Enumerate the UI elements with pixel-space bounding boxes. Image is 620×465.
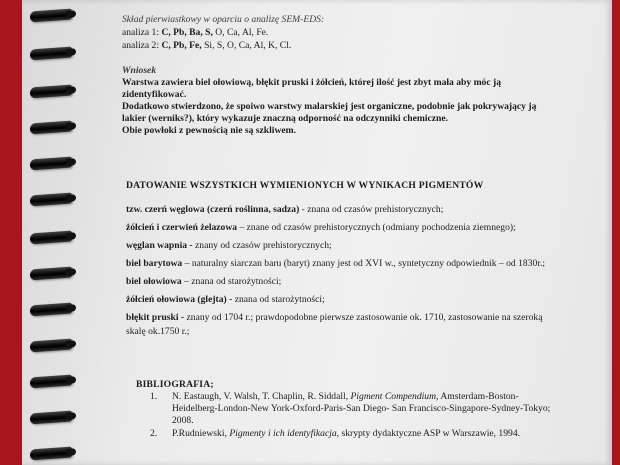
pigment-name: błękit pruski - (126, 312, 185, 323)
pigment-name: biel ołowiowa (126, 276, 182, 287)
binding-coil (30, 157, 72, 171)
bib-authors: P.Rudniewski, (172, 428, 230, 439)
datowanie-heading: DATOWANIE WSZYSTKICH WYMIENIONYCH W WYNIKACH PIGMENTÓW (126, 180, 484, 191)
binding-coil (30, 411, 72, 425)
sklad-title: Skład pierwiastkowy w oparciu o analizę SEM-EDS: (122, 14, 325, 25)
bib-item-1-line2: Heidelberg-London-New York-Oxford-Paris-San Diego- San Francisco-Singapore-Sydney-Tokyo; (172, 403, 551, 414)
pigment-dating: – naturalny siarczan baru (baryt) znany jest od XVI w., syntetyczny odpowiednik – od 1830r.; (182, 258, 546, 269)
binding-coil (30, 447, 72, 461)
pigment-item (126, 204, 443, 216)
wniosek-line: Dodatkowo stwierdzono, że spoiwo warstwy malarskiej jest organiczne, podobnie jak pokrywający ją (122, 101, 537, 112)
pigment-dating: znana od starożytności; (232, 294, 325, 305)
wniosek-line: zidentyfikować. (122, 89, 187, 100)
bib-item-number: 1. (150, 391, 158, 402)
analiza-1-label: analiza 1: (122, 27, 160, 38)
pigment-dating: - znana od czasów prehistorycznych; (299, 204, 444, 215)
document-page (22, 0, 612, 465)
analiza-1 (122, 27, 268, 39)
binding-coil (30, 193, 72, 207)
pigment-item (126, 258, 545, 270)
bib-item-1 (172, 391, 519, 403)
pigment-item (126, 276, 281, 288)
binding-coil (30, 121, 72, 135)
pigment-item (126, 240, 332, 252)
pigment-name: biel barytowa (126, 258, 183, 269)
bib-item-1-line3: 2008. (172, 415, 194, 426)
wniosek-title: Wniosek (122, 65, 157, 76)
wniosek-line: lakier (werniks?), który wykazuje znaczną odporność na odczynniki chemiczne. (122, 113, 448, 124)
analiza-2-label: analiza 2: (122, 40, 160, 51)
pigment-name: tzw. czerń węglowa (czerń roślinna, sadza) (126, 204, 300, 215)
binding-coil (30, 231, 72, 245)
analiza-1-elements: O, Ca, Al, Fe. (215, 27, 269, 38)
analiza-2 (122, 40, 291, 52)
pigment-dating: skalę ok.1750 r.; (126, 326, 190, 337)
binding-coil (30, 339, 72, 353)
analiza-1-elements-bold: C, Pb, Ba, S, (161, 27, 213, 38)
bib-publisher: , skrypty dydaktyczne ASP w Warszawie, 1994. (336, 428, 521, 439)
wniosek-line: Warstwa zawiera biel ołowiową, błękit pruski i żółcień, której ilość jest zbyt mała aby móc ją (122, 77, 501, 88)
pigment-name: węglan wapnia - (126, 240, 193, 251)
bib-title: Pigmenty i ich identyfikacja (229, 428, 337, 439)
bib-authors: N. Eastaugh, V. Walsh, T. Chaplin, R. Siddall, (172, 391, 351, 402)
pigment-dating: znany od czasów prehistorycznych; (192, 240, 332, 251)
pigment-name: żółcień i czerwień żelazowa (126, 222, 238, 233)
wniosek-line: Obie powłoki z pewnością nie są szkliwem. (122, 125, 297, 136)
pigment-item (126, 222, 516, 234)
bib-publisher: , Amsterdam-Boston- (436, 391, 519, 402)
binding-coil (30, 267, 72, 281)
spiral-binding (22, 0, 82, 465)
bib-item-number: 2. (150, 428, 158, 439)
pigment-item (126, 312, 542, 324)
analiza-2-elements: Si, S, O, Ca, Al, K, Cl. (204, 40, 292, 51)
binding-coil (30, 303, 72, 317)
bib-title: Pigment Compendium (350, 391, 437, 402)
pigment-item (126, 326, 189, 338)
pigment-name: żółcień ołowiowa (glejta) - (126, 294, 233, 305)
binding-coil (30, 85, 72, 99)
binding-coil (30, 375, 72, 389)
bib-item-2 (172, 428, 520, 440)
binding-coil (30, 47, 72, 61)
pigment-dating: znany od 1704 r.; prawdopodobne pierwsze zastosowanie ok. 1710, zastosowanie na szeroką (184, 312, 543, 323)
analiza-2-elements-bold: C, Pb, Fe, (161, 40, 202, 51)
binding-coil (30, 9, 72, 23)
pigment-item (126, 294, 325, 306)
pigment-dating: – znana od starożytności; (181, 276, 282, 287)
pigment-dating: – znane od czasów prehistorycznych (odmiany pochodzenia ziemnego); (237, 222, 516, 233)
bibliografia-heading: BIBLIOGRAFIA; (136, 379, 214, 390)
